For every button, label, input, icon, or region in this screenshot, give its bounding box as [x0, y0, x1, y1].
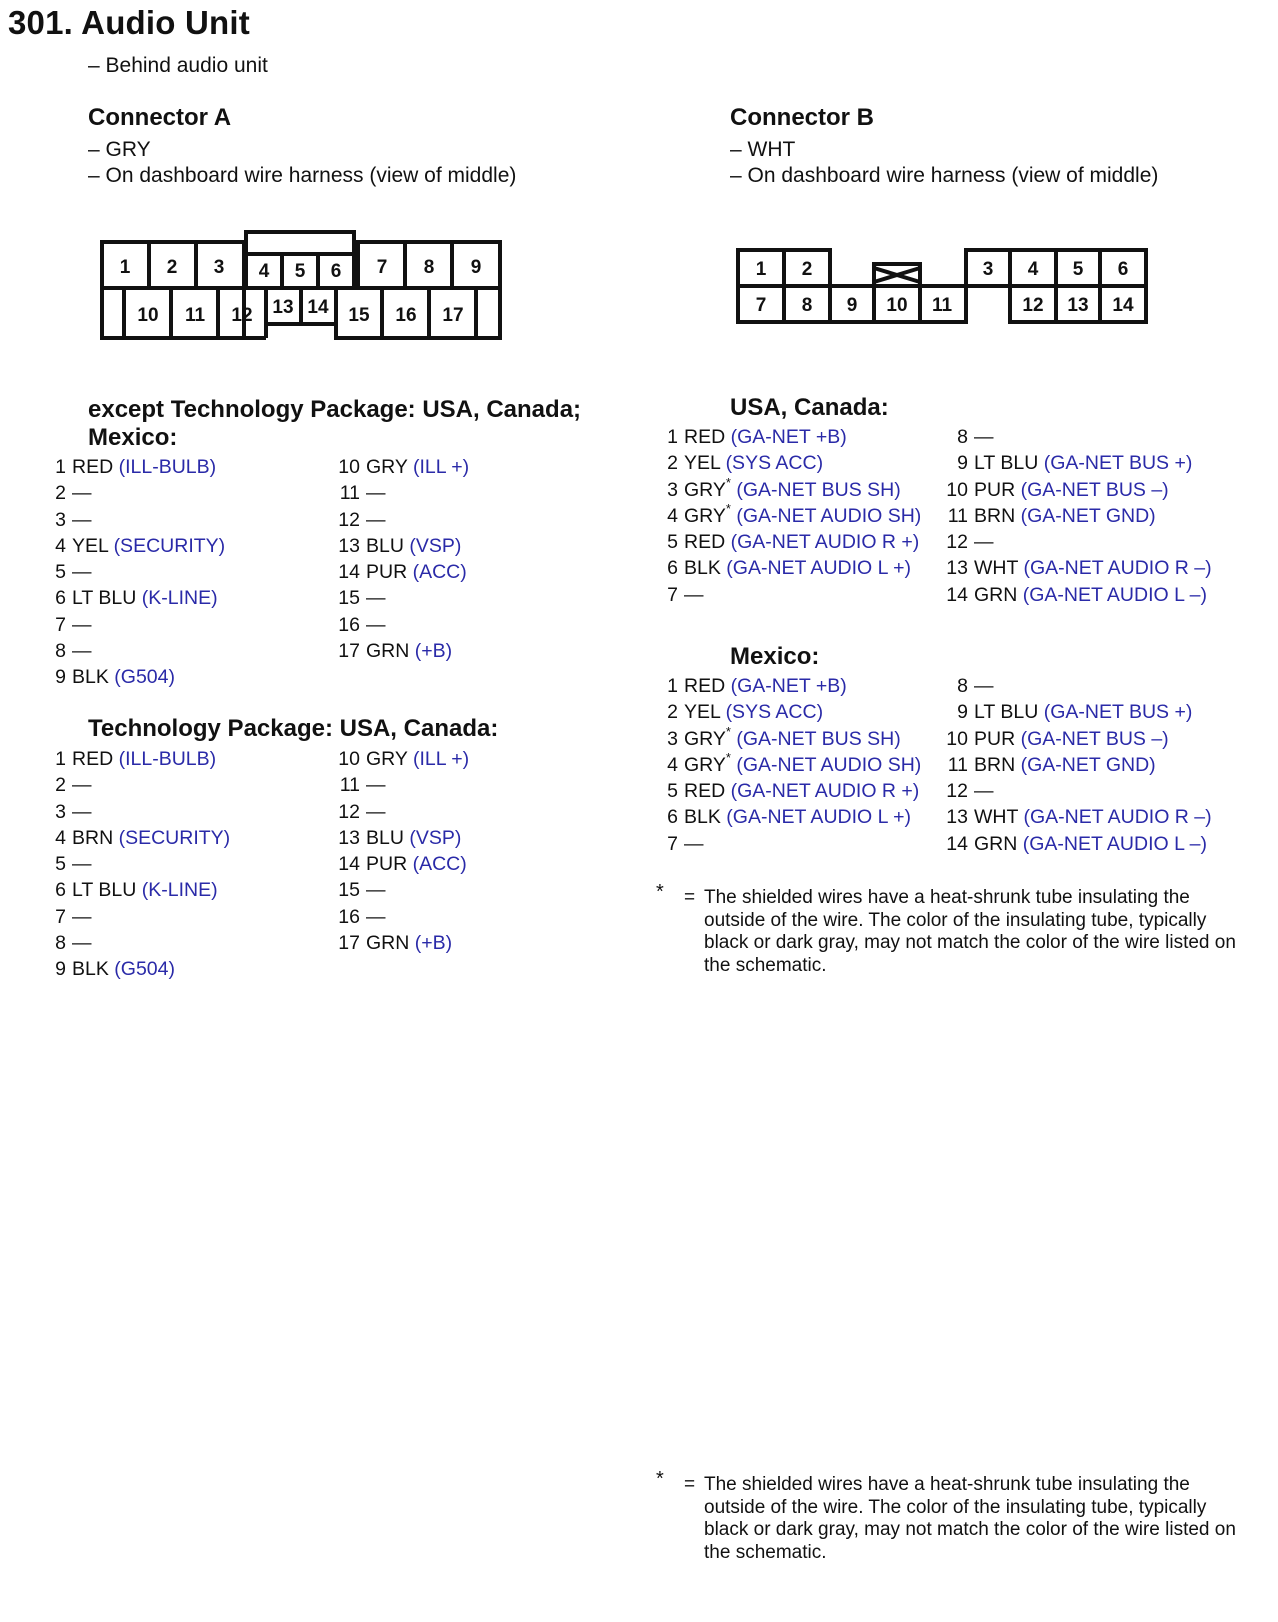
connector-b-title: Connector B	[730, 104, 874, 131]
wire-color: RED	[684, 426, 726, 448]
connector-a-pin-8: 8	[423, 257, 435, 278]
pin-row	[44, 958, 230, 984]
pin-number: 8	[55, 640, 66, 663]
wire-color: PUR	[974, 727, 1016, 750]
pin-number: 13	[946, 557, 968, 580]
wire-function: (G504)	[114, 666, 175, 689]
pin-number: 6	[667, 557, 678, 580]
wire-color: GRY	[684, 478, 726, 501]
wire-function: (GA-NET AUDIO SH)	[736, 753, 922, 776]
footnote-star: *	[656, 881, 664, 903]
connector-a-pin-10: 10	[137, 305, 159, 326]
wire-function: (GA-NET AUDIO R +)	[730, 780, 920, 803]
wire-function: (GA-NET +B)	[730, 426, 847, 448]
b-mexico-right-list	[938, 675, 1212, 859]
pin-number: 11	[339, 482, 360, 505]
connector-b-harness: – On dashboard wire harness (view of middle)	[730, 164, 1159, 187]
pin-row	[938, 701, 1212, 727]
pin-row	[44, 561, 225, 587]
shielded-marker: *	[725, 500, 731, 516]
wire-color: RED	[72, 456, 114, 478]
pin-number: 1	[55, 748, 66, 770]
wire-color: —	[72, 932, 92, 955]
pin-number: 10	[338, 456, 360, 478]
wire-function: (K-LINE)	[141, 587, 218, 610]
pin-number: 7	[55, 613, 66, 636]
pin-number: 9	[55, 666, 66, 689]
pin-number: 4	[667, 753, 678, 776]
wire-color: BLK	[684, 557, 721, 580]
connector-b-pin-3: 3	[982, 259, 994, 280]
wire-color: BLU	[366, 534, 404, 557]
wire-color: —	[974, 675, 994, 697]
wire-color: GRY	[366, 748, 408, 770]
wire-color: BRN	[72, 826, 114, 849]
pin-row	[330, 640, 469, 666]
wire-function: (GA-NET AUDIO R –)	[1023, 557, 1212, 580]
pin-row	[330, 827, 469, 853]
shielded-marker: *	[725, 723, 731, 739]
wire-function: (G504)	[114, 958, 175, 981]
pin-row	[938, 754, 1212, 780]
pin-number: 3	[55, 508, 66, 531]
a-except-right-list	[330, 456, 469, 666]
pin-row	[656, 723, 921, 754]
wire-function: (GA-NET AUDIO SH)	[736, 504, 922, 527]
pin-row	[330, 774, 469, 800]
pin-row	[656, 749, 922, 780]
pin-number: 17	[338, 640, 360, 663]
wire-color: —	[72, 905, 92, 928]
pin-number: 5	[667, 780, 678, 803]
wire-color: GRN	[974, 583, 1018, 606]
connector-b-pin-13: 13	[1067, 295, 1089, 316]
wire-color: GRN	[974, 832, 1018, 855]
pin-row	[656, 833, 921, 859]
pin-row	[44, 879, 230, 905]
wire-function: (VSP)	[409, 826, 462, 849]
wire-color: —	[72, 613, 92, 636]
pin-row	[656, 531, 921, 557]
wire-function: (GA-NET AUDIO L –)	[1022, 832, 1207, 855]
pin-row	[330, 587, 469, 613]
footnote-equals: =	[684, 887, 696, 908]
pin-number: 14	[946, 832, 968, 855]
wire-color: BRN	[974, 504, 1016, 527]
wire-color: —	[366, 587, 386, 610]
pin-row	[330, 561, 469, 587]
pin-number: 14	[946, 583, 968, 606]
pin-number: 10	[946, 727, 968, 750]
pin-row	[938, 452, 1212, 478]
wire-color: —	[72, 774, 92, 797]
wire-color: —	[366, 613, 386, 636]
wire-color: —	[684, 832, 704, 855]
wire-function: (ILL +)	[412, 456, 470, 478]
wire-function: (ACC)	[412, 853, 467, 876]
wire-function: (+B)	[414, 932, 453, 955]
wire-function: (GA-NET AUDIO L –)	[1022, 583, 1207, 606]
pin-number: 12	[946, 531, 968, 554]
connector-a-pin-7: 7	[376, 257, 388, 278]
connector-b-pin-10: 10	[886, 295, 908, 316]
a-except-left-list	[44, 456, 225, 693]
wire-color: YEL	[684, 701, 721, 724]
wire-color: —	[366, 879, 386, 902]
wire-color: BLK	[72, 958, 109, 981]
wire-function: (GA-NET GND)	[1020, 504, 1156, 527]
pin-number: 10	[946, 478, 968, 501]
wire-function: (+B)	[414, 640, 453, 663]
pin-row	[44, 748, 230, 774]
pin-row	[938, 557, 1212, 583]
connector-a-pin-6: 6	[330, 261, 342, 282]
pin-row	[938, 505, 1212, 531]
pin-row	[938, 479, 1212, 505]
pin-number: 11	[947, 504, 968, 527]
wire-color: BRN	[974, 753, 1016, 776]
wire-function: (VSP)	[409, 534, 462, 557]
connector-b-pin-5: 5	[1072, 259, 1084, 280]
connector-a-pin-17: 17	[442, 305, 464, 326]
pin-number: 12	[946, 780, 968, 803]
connector-a-harness: – On dashboard wire harness (view of middle)	[88, 164, 517, 187]
pin-row	[656, 474, 921, 505]
connector-b-pin-9: 9	[846, 295, 858, 316]
pin-number: 8	[957, 426, 968, 448]
wire-color: —	[684, 583, 704, 606]
wire-color: PUR	[366, 561, 408, 584]
pin-row	[44, 801, 230, 827]
pin-number: 2	[667, 701, 678, 724]
pin-row	[330, 801, 469, 827]
pin-number: 14	[338, 853, 360, 876]
pin-number: 16	[338, 613, 360, 636]
wire-function: (GA-NET AUDIO R –)	[1023, 806, 1212, 829]
wire-function: (SECURITY)	[113, 534, 226, 557]
wire-function: (GA-NET AUDIO L +)	[726, 806, 912, 829]
pin-number: 9	[957, 701, 968, 724]
wire-color: —	[72, 561, 92, 584]
pin-number: 15	[338, 879, 360, 902]
pin-row	[44, 535, 225, 561]
pin-row	[656, 806, 921, 832]
pin-number: 6	[667, 806, 678, 829]
location-note: – Behind audio unit	[88, 54, 268, 77]
wire-color: —	[72, 800, 92, 823]
b-usa-left-list	[656, 426, 921, 610]
b-mexico-heading: Mexico:	[730, 643, 820, 670]
a-tech-heading: Technology Package: USA, Canada:	[88, 715, 499, 742]
pin-row	[656, 701, 921, 727]
pin-row	[656, 426, 921, 452]
wire-color: LT BLU	[974, 701, 1039, 724]
pin-number: 5	[55, 561, 66, 584]
pin-row	[938, 780, 1212, 806]
connector-b-pin-1: 1	[755, 259, 767, 280]
pin-row	[938, 675, 1212, 701]
pin-row	[44, 932, 230, 958]
wire-function: (GA-NET +B)	[730, 675, 847, 697]
pin-row	[656, 500, 922, 531]
pin-number: 3	[55, 800, 66, 823]
wire-function: (ILL +)	[412, 748, 470, 770]
footnote-shielded-bottom	[656, 1468, 1256, 1566]
wire-color: GRY	[684, 504, 726, 527]
wire-color: PUR	[974, 478, 1016, 501]
wire-function: (GA-NET BUS +)	[1043, 452, 1193, 475]
pin-number: 10	[338, 748, 360, 770]
pin-number: 9	[55, 958, 66, 981]
connector-a-color: – GRY	[88, 138, 151, 161]
connector-a-pin-4: 4	[258, 261, 270, 282]
pin-row	[44, 774, 230, 800]
wire-color: —	[974, 531, 994, 554]
shielded-marker: *	[725, 474, 731, 490]
wire-color: RED	[684, 675, 726, 697]
pin-row	[44, 666, 225, 692]
connector-a-pin-1: 1	[119, 257, 131, 278]
shielded-marker: *	[725, 749, 731, 765]
pin-number: 8	[55, 932, 66, 955]
wire-function: (ILL-BULB)	[118, 456, 217, 478]
b-usa-heading: USA, Canada:	[730, 394, 889, 421]
pin-row	[330, 932, 469, 958]
wire-color: —	[366, 508, 386, 531]
pin-number: 1	[667, 675, 678, 697]
wire-function: (K-LINE)	[141, 879, 218, 902]
pin-number: 3	[667, 478, 678, 501]
wire-function: (GA-NET GND)	[1020, 753, 1156, 776]
pin-row	[330, 535, 469, 561]
pin-row	[44, 614, 225, 640]
pin-number: 12	[338, 508, 360, 531]
footnote-equals: =	[684, 1474, 696, 1495]
wire-color: BLK	[684, 806, 721, 829]
connector-b-pin-8: 8	[801, 295, 813, 316]
pin-number: 4	[55, 534, 66, 557]
wire-color: —	[366, 905, 386, 928]
wire-color: GRY	[684, 727, 726, 750]
pin-number: 4	[55, 826, 66, 849]
connector-a-pin-2: 2	[166, 257, 178, 278]
wire-color: —	[72, 640, 92, 663]
wire-color: GRY	[684, 753, 726, 776]
pin-row	[44, 456, 225, 482]
wire-function: (SECURITY)	[118, 826, 231, 849]
wire-color: PUR	[366, 853, 408, 876]
pin-row	[656, 780, 921, 806]
wire-function: (GA-NET AUDIO R +)	[730, 531, 920, 554]
wire-color: RED	[684, 780, 726, 803]
b-mexico-left-list	[656, 675, 921, 859]
pin-number: 13	[338, 826, 360, 849]
wire-function: (GA-NET BUS –)	[1020, 478, 1169, 501]
wire-function: (GA-NET BUS –)	[1020, 727, 1169, 750]
pin-row	[656, 584, 921, 610]
pin-number: 17	[338, 932, 360, 955]
connector-a-pin-15: 15	[348, 305, 370, 326]
connector-a-pin-14: 14	[307, 297, 329, 318]
pin-number: 5	[667, 531, 678, 554]
pin-row	[938, 426, 1212, 452]
connector-a-pin-12: 12	[231, 305, 253, 326]
pin-number: 16	[338, 905, 360, 928]
wire-function: (ACC)	[412, 561, 467, 584]
pin-number: 11	[339, 774, 360, 797]
a-tech-right-list	[330, 748, 469, 958]
wire-color: —	[72, 508, 92, 531]
pin-row	[656, 675, 921, 701]
pin-row	[330, 482, 469, 508]
wire-color: WHT	[974, 806, 1019, 829]
connector-b-pin-6: 6	[1117, 259, 1129, 280]
wire-color: LT BLU	[72, 879, 137, 902]
connector-b-pin-2: 2	[801, 259, 813, 280]
connector-a-pin-5: 5	[294, 261, 306, 282]
page-title: 301. Audio Unit	[8, 4, 250, 41]
wire-color: —	[366, 774, 386, 797]
pin-number: 3	[667, 727, 678, 750]
pin-number: 2	[55, 774, 66, 797]
wire-color: RED	[72, 748, 114, 770]
pin-number: 4	[667, 504, 678, 527]
connector-b-color: – WHT	[730, 138, 796, 161]
wire-color: GRN	[366, 932, 410, 955]
pin-row	[330, 906, 469, 932]
pin-number: 12	[338, 800, 360, 823]
wire-color: LT BLU	[974, 452, 1039, 475]
pin-row	[330, 509, 469, 535]
pin-number: 2	[667, 452, 678, 475]
wire-function: (SYS ACC)	[725, 701, 824, 724]
pin-row	[44, 587, 225, 613]
wire-function: (GA-NET BUS SH)	[736, 727, 901, 750]
wire-color: YEL	[684, 452, 721, 475]
pin-row	[44, 509, 225, 535]
connector-b-pin-12: 12	[1022, 295, 1044, 316]
wire-color: GRY	[366, 456, 408, 478]
connector-a-diagram	[96, 226, 506, 346]
pin-row	[938, 531, 1212, 557]
pin-number: 1	[667, 426, 678, 448]
connector-b-diagram	[734, 244, 1154, 334]
wire-color: LT BLU	[72, 587, 137, 610]
pin-row	[44, 482, 225, 508]
pin-number: 7	[667, 583, 678, 606]
wire-function: (GA-NET BUS SH)	[736, 478, 901, 501]
pin-number: 6	[55, 587, 66, 610]
connector-a-pin-13: 13	[272, 297, 294, 318]
footnote-star: *	[656, 1468, 664, 1490]
a-except-heading-line2: Mexico:	[88, 424, 178, 451]
pin-row	[330, 853, 469, 879]
footnote-text: The shielded wires have a heat-shrunk tube insulating the outside of the wire. The color of the insulating tube, typically black or dark gray, may not match the color of the wire listed on the schematic.	[704, 1474, 1236, 1563]
wire-color: —	[366, 800, 386, 823]
pin-number: 7	[667, 832, 678, 855]
pin-row	[656, 557, 921, 583]
wire-color: GRN	[366, 640, 410, 663]
connector-b-pin-4: 4	[1027, 259, 1039, 280]
pin-row	[44, 853, 230, 879]
pin-row	[44, 827, 230, 853]
pin-row	[656, 452, 921, 478]
footnote-shielded	[656, 881, 1256, 979]
connector-b-pin-14: 14	[1112, 295, 1134, 316]
wire-color: WHT	[974, 557, 1019, 580]
wire-color: —	[974, 780, 994, 803]
connector-a-pin-11: 11	[184, 305, 206, 326]
wire-function: (SYS ACC)	[725, 452, 824, 475]
pin-number: 6	[55, 879, 66, 902]
wire-function: (ILL-BULB)	[118, 748, 217, 770]
pin-row	[938, 833, 1212, 859]
pin-number: 11	[947, 753, 968, 776]
pin-number: 1	[55, 456, 66, 478]
b-usa-right-list	[938, 426, 1212, 610]
pin-number: 8	[957, 675, 968, 697]
connector-a-title: Connector A	[88, 104, 232, 131]
pin-row	[330, 879, 469, 905]
pin-row	[44, 906, 230, 932]
wire-color: BLU	[366, 826, 404, 849]
wire-color: YEL	[72, 534, 109, 557]
pin-number: 15	[338, 587, 360, 610]
pin-row	[330, 614, 469, 640]
a-except-heading-line1: except Technology Package: USA, Canada;	[88, 396, 582, 423]
wire-color: —	[72, 482, 92, 505]
pin-row	[44, 640, 225, 666]
pin-row	[938, 806, 1212, 832]
wire-color: BLK	[72, 666, 109, 689]
connector-b-pin-7: 7	[755, 295, 767, 316]
wire-function: (GA-NET BUS +)	[1043, 701, 1193, 724]
wire-function: (GA-NET AUDIO L +)	[726, 557, 912, 580]
pin-row	[330, 748, 469, 774]
pin-number: 13	[946, 806, 968, 829]
footnote-text: The shielded wires have a heat-shrunk tube insulating the outside of the wire. The color of the insulating tube, typically black or dark gray, may not match the color of the wire listed on the schematic.	[704, 887, 1236, 976]
a-tech-left-list	[44, 748, 230, 985]
pin-row	[938, 728, 1212, 754]
pin-number: 13	[338, 534, 360, 557]
connector-b-pin-11: 11	[931, 295, 953, 316]
pin-row	[330, 456, 469, 482]
pin-number: 5	[55, 853, 66, 876]
wire-color: —	[366, 482, 386, 505]
pin-number: 2	[55, 482, 66, 505]
pin-number: 9	[957, 452, 968, 475]
connector-a-pin-16: 16	[395, 305, 417, 326]
connector-a-pin-9: 9	[470, 257, 482, 278]
wire-color: —	[974, 426, 994, 448]
pin-row	[938, 584, 1212, 610]
connector-a-pin-3: 3	[213, 257, 225, 278]
wire-color: RED	[684, 531, 726, 554]
wire-color: —	[72, 853, 92, 876]
pin-number: 14	[338, 561, 360, 584]
pin-number: 7	[55, 905, 66, 928]
